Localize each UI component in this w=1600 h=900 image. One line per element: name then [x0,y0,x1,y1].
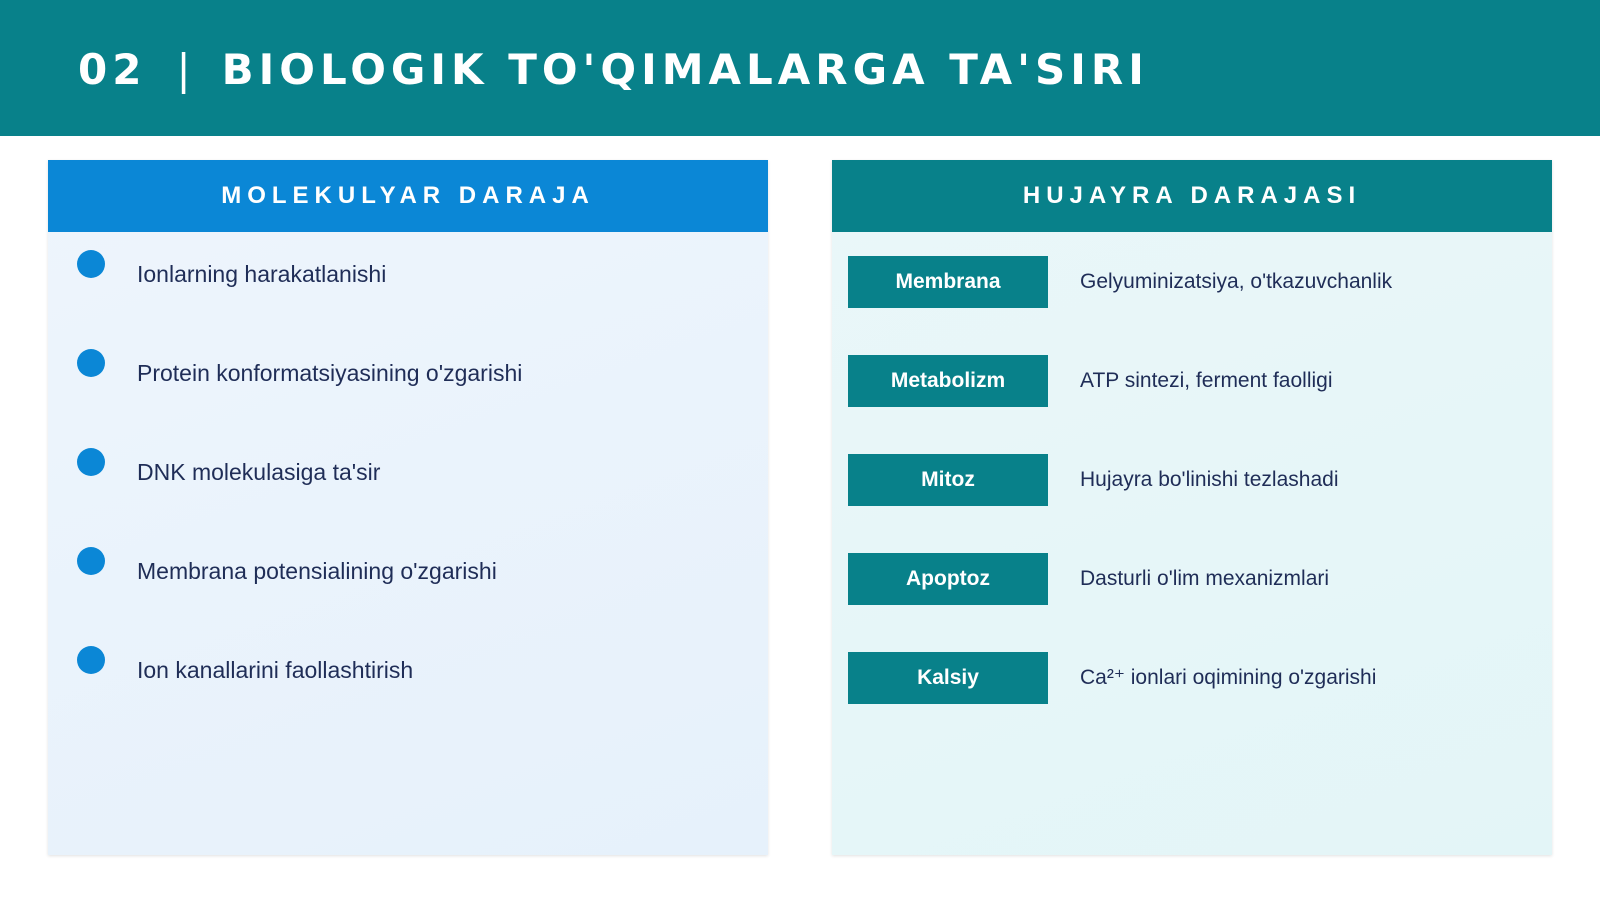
list-item-text: Ionlarning harakatlanishi [137,261,387,287]
title-separator: | [176,45,196,94]
cell-description: Dasturli o'lim mexanizmlari [1080,567,1330,590]
cell-label-badge: Apoptoz [848,553,1048,605]
bullet-dot-icon [77,448,105,476]
cell-description: ATP sintezi, ferment faolligi [1080,369,1333,392]
cell-row-apoptoz [848,553,1538,605]
cell-description: Hujayra bo'linishi tezlashadi [1080,468,1339,491]
cell-row-metabolizm [848,355,1538,407]
cellular-level-header: HUJAYRA DARAJASI [832,160,1552,232]
slide-number: 02 [78,45,147,94]
cell-row-membrana [848,256,1538,308]
cell-row-mitoz [848,454,1538,506]
list-item [48,430,768,490]
bullet-dot-icon [77,646,105,674]
cell-label-badge: Mitoz [848,454,1048,506]
molecular-level-header: MOLEKULYAR DARAJA [48,160,768,232]
list-item-text: Membrana potensialining o'zgarishi [137,558,497,584]
cell-row-kalsiy [848,652,1538,704]
cell-description: Ca²⁺ ionlari oqimining o'zgarishi [1080,666,1377,689]
cell-description: Gelyuminizatsiya, o'tkazuvchanlik [1080,270,1393,293]
slide-title-text: BIOLOGIK TO'QIMALARGA TA'SIRI [221,45,1149,94]
cellular-level-panel [832,160,1552,855]
list-item [48,628,768,688]
list-item [48,331,768,391]
bullet-dot-icon [77,349,105,377]
list-item-text: Ion kanallarini faollashtirish [137,657,414,683]
list-item-text: DNK molekulasiga ta'sir [137,459,381,485]
molecular-level-panel [48,160,768,855]
cell-label-badge: Metabolizm [848,355,1048,407]
cell-label-badge: Kalsiy [848,652,1048,704]
list-item [48,232,768,292]
list-item-text: Protein konformatsiyasining o'zgarishi [137,360,523,386]
cell-label-badge: Membrana [848,256,1048,308]
list-item [48,529,768,589]
bullet-dot-icon [77,250,105,278]
bullet-dot-icon [77,547,105,575]
slide-title [78,40,1149,100]
slide-header [0,0,1600,136]
